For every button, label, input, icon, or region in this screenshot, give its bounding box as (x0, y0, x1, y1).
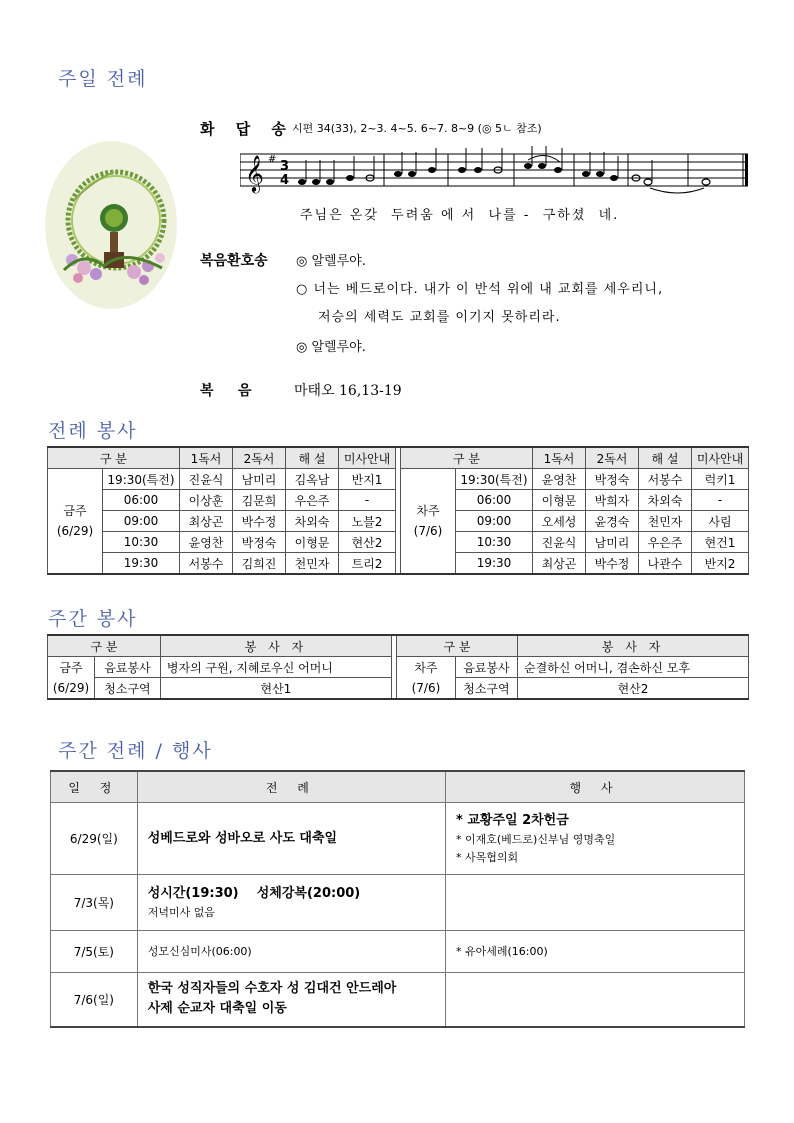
name-cell: 김희진 (233, 553, 286, 575)
col-liturgy: 전 례 (137, 771, 445, 803)
col-reading2-next: 2독서 (586, 447, 639, 469)
name-cell: 천민자 (639, 511, 692, 532)
col-category: 구 분 (48, 635, 161, 657)
table-row (48, 532, 749, 553)
liturgy-cell: 성베드로와 성바오로 사도 대축일 (137, 803, 445, 875)
group-next-week: 차주 (7/6) (396, 657, 455, 700)
usher-cell: 노블2 (339, 511, 396, 532)
table-row (48, 469, 749, 490)
table-row (48, 511, 749, 532)
weekly-service-table (47, 634, 749, 700)
heading-separator: / (155, 740, 164, 762)
name-cell: 우은주 (639, 532, 692, 553)
liturgy-cell: 성모신심미사(06:00) (137, 931, 445, 973)
liturgy-cell: 한국 성직자들의 수호자 성 김대건 안드레아 사제 순교자 대축일 이동 (137, 973, 445, 1027)
events-cell: * 유아세례(16:00) (446, 931, 745, 973)
heading-sunday-liturgy: 주일 전례 (58, 68, 148, 90)
service-type-cell: 음료봉사 (455, 657, 517, 678)
music-staff (240, 146, 752, 196)
col-reading1: 1독서 (180, 447, 233, 469)
responsorial-label: 화 답 송 (200, 120, 294, 138)
usher-cell: 현건1 (692, 532, 749, 553)
name-cell: 진윤식 (180, 469, 233, 490)
svg-text:#: # (268, 154, 277, 165)
time-cell: 19:30 (103, 553, 180, 575)
time-cell: 06:00 (103, 490, 180, 511)
col-date: 일 정 (51, 771, 138, 803)
name-cell: 남미리 (233, 469, 286, 490)
service-type-cell: 청소구역 (95, 678, 161, 700)
col-volunteers-next: 봉 사 자 (518, 635, 749, 657)
name-cell: 김문희 (233, 490, 286, 511)
name-cell: 남미리 (586, 532, 639, 553)
liturgy-service-table (47, 446, 749, 575)
name-cell: 우은주 (286, 490, 339, 511)
acclamation-label: 복음환호송 (200, 253, 268, 269)
time-cell: 19:30 (456, 553, 533, 575)
time-cell: 09:00 (103, 511, 180, 532)
name-cell: 서봉수 (639, 469, 692, 490)
name-cell: 박수정 (233, 511, 286, 532)
col-volunteers: 봉 사 자 (160, 635, 391, 657)
name-cell: 최상곤 (533, 553, 586, 575)
acclamation-line-4: ◎ 알렐루야. (296, 340, 366, 355)
col-reading1-next: 1독서 (533, 447, 586, 469)
weekly-liturgy-table (50, 770, 745, 1028)
name-cell: 이형문 (286, 532, 339, 553)
music-lyrics: 주님은 온갖 두려움 에 서 나를 - 구하셨 네. (300, 208, 620, 223)
volunteer-cell: 현산1 (160, 678, 391, 700)
table-row (51, 931, 745, 973)
acclamation-line-1: ◎ 알렐루야. (296, 254, 366, 269)
time-cell: 06:00 (456, 490, 533, 511)
group-next-week: 차주 (7/6) (401, 469, 456, 575)
name-cell: 서봉수 (180, 553, 233, 575)
heading-liturgy-service: 전례 봉사 (48, 420, 138, 442)
name-cell: 오세성 (533, 511, 586, 532)
service-type-cell: 청소구역 (455, 678, 517, 700)
table-row (51, 803, 745, 875)
gospel-reference: 마태오 16,13-19 (294, 383, 402, 399)
heading-weekly-service: 주간 봉사 (48, 608, 138, 630)
col-events: 행 사 (446, 771, 745, 803)
name-cell: 윤경숙 (586, 511, 639, 532)
usher-cell: 럭키1 (692, 469, 749, 490)
liturgy-cell: 성시간(19:30) 성체강복(20:00) 저녁미사 없음 (137, 875, 445, 931)
time-cell: 19:30(특전) (103, 469, 180, 490)
events-cell (446, 973, 745, 1027)
group-this-week: 금주 (6/29) (48, 469, 103, 575)
col-reading2: 2독서 (233, 447, 286, 469)
time-cell: 10:30 (456, 532, 533, 553)
time-cell: 09:00 (456, 511, 533, 532)
heading-weekly-liturgy-events (58, 736, 213, 763)
heading-part-liturgy: 주간 전례 (58, 740, 148, 762)
name-cell: 박정숙 (586, 469, 639, 490)
table-row (51, 875, 745, 931)
date-cell: 7/6(일) (51, 973, 138, 1027)
floral-wreath-image (44, 140, 178, 310)
col-usher-next: 미사안내 (692, 447, 749, 469)
usher-cell: 사림 (692, 511, 749, 532)
svg-text:4: 4 (280, 173, 290, 188)
volunteer-cell: 순결하신 어머니, 겸손하신 모후 (518, 657, 749, 678)
heading-part-events: 행사 (171, 740, 213, 762)
name-cell: 차외숙 (639, 490, 692, 511)
svg-text:𝄞: 𝄞 (245, 154, 264, 192)
table-row (51, 973, 745, 1027)
usher-cell: 반지2 (692, 553, 749, 575)
name-cell: 최상곤 (180, 511, 233, 532)
table-row (48, 657, 749, 678)
name-cell: 윤영찬 (533, 469, 586, 490)
service-type-cell: 음료봉사 (95, 657, 161, 678)
usher-cell: 트리2 (339, 553, 396, 575)
name-cell: 이상훈 (180, 490, 233, 511)
date-cell: 6/29(일) (51, 803, 138, 875)
usher-cell: - (692, 490, 749, 511)
table-row (48, 553, 749, 575)
col-category-next: 구 분 (396, 635, 517, 657)
date-cell: 7/5(토) (51, 931, 138, 973)
acclamation-line-2: ○ 너는 베드로이다. 내가 이 반석 위에 내 교회를 세우리니, (296, 282, 664, 297)
responsorial-reference: 시편 34(33), 2~3. 4~5. 6~7. 8~9 (◎ 5ㄴ 참조) (292, 122, 542, 135)
name-cell: 천민자 (286, 553, 339, 575)
table-row (48, 490, 749, 511)
name-cell: 이형문 (533, 490, 586, 511)
name-cell: 나관수 (639, 553, 692, 575)
group-this-week: 금주 (6/29) (48, 657, 95, 700)
col-commentary-next: 해 설 (639, 447, 692, 469)
usher-cell: - (339, 490, 396, 511)
usher-cell: 현산2 (339, 532, 396, 553)
name-cell: 진윤식 (533, 532, 586, 553)
name-cell: 윤영찬 (180, 532, 233, 553)
svg-text:3: 3 (280, 159, 290, 174)
name-cell: 차외숙 (286, 511, 339, 532)
usher-cell: 반지1 (339, 469, 396, 490)
gospel-label: 복 음 (200, 383, 252, 399)
col-category: 구 분 (48, 447, 180, 469)
acclamation-line-3: 저승의 세력도 교회를 이기지 못하리라. (318, 310, 561, 325)
name-cell: 박희자 (586, 490, 639, 511)
events-cell: * 교황주일 2차헌금 * 이재호(베드로)신부님 영명축일 * 사목협의회 (446, 803, 745, 875)
name-cell: 박정숙 (233, 532, 286, 553)
time-cell: 10:30 (103, 532, 180, 553)
date-cell: 7/3(목) (51, 875, 138, 931)
volunteer-cell: 병자의 구원, 지혜로우신 어머니 (160, 657, 391, 678)
volunteer-cell: 현산2 (518, 678, 749, 700)
col-category-next: 구 분 (401, 447, 533, 469)
events-cell (446, 875, 745, 931)
col-usher: 미사안내 (339, 447, 396, 469)
name-cell: 박수정 (586, 553, 639, 575)
name-cell: 김옥남 (286, 469, 339, 490)
time-cell: 19:30(특전) (456, 469, 533, 490)
col-commentary: 해 설 (286, 447, 339, 469)
